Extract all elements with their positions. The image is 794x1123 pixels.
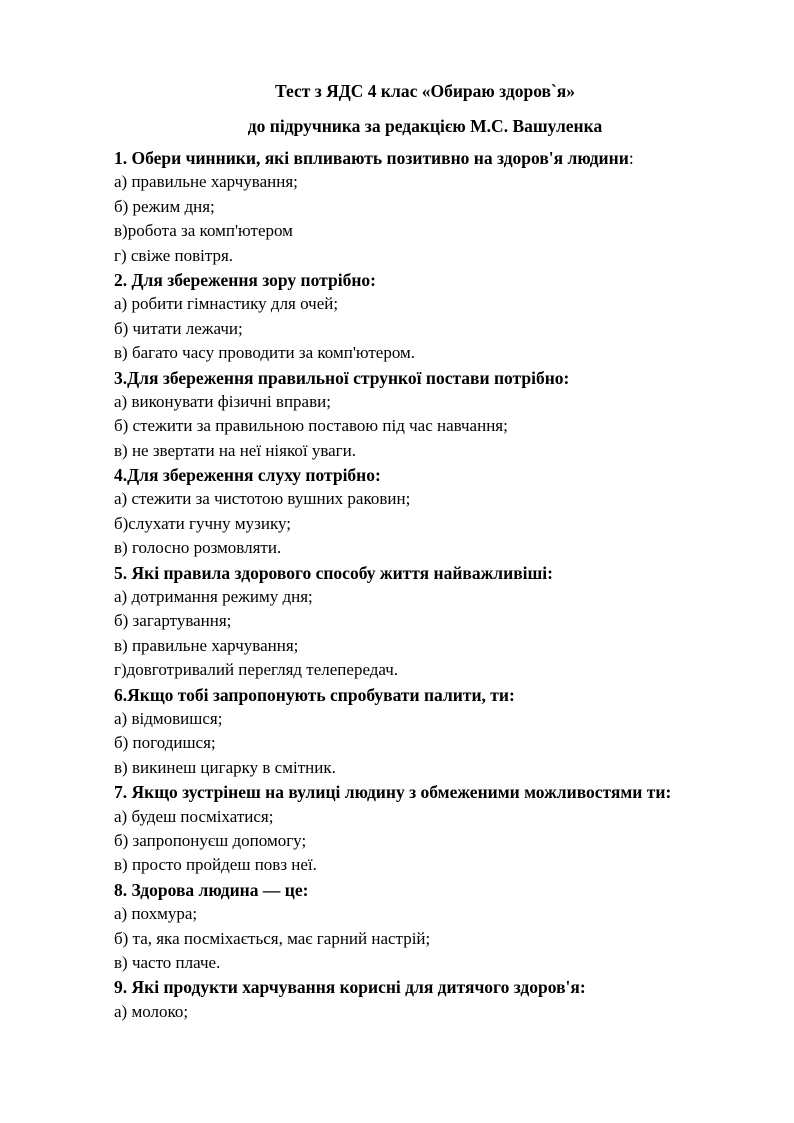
answer-option: а) похмура;	[114, 904, 198, 924]
answer-option: а) виконувати фізичні вправи;	[114, 391, 331, 411]
answer-option: а) правильне харчування;	[114, 172, 298, 192]
answer-option: б) читати лежачи;	[114, 318, 243, 338]
question-text: 8. Здорова людина — це:	[114, 879, 309, 900]
question-3	[114, 366, 754, 390]
answer-option: а) будеш посміхатися;	[114, 806, 274, 826]
question-text: 2. Для збереження зору потрібно:	[114, 269, 376, 290]
question-7	[114, 780, 754, 804]
answer-option: г)довготривалий перегляд телепередач.	[114, 660, 399, 680]
question-text: 4.Для збереження слуху потрібно:	[114, 465, 381, 486]
question-text: 5. Які правила здорового способу життя найважливіші:	[114, 562, 553, 583]
document-subtitle: до підручника за редакцією М.С. Вашуленка	[247, 116, 603, 136]
question-2	[114, 268, 754, 292]
answer-option: в) викинеш цигарку в смітник.	[114, 757, 336, 777]
answer-option: б) стежити за правильною поставою під час навчання;	[114, 416, 508, 436]
question-1	[114, 146, 754, 170]
answer-option: а) робити гімнастику для очей;	[114, 294, 339, 314]
answer-option: а) дотримання режиму дня;	[114, 587, 313, 607]
answer-option: в) багато часу проводити за комп'ютером.	[114, 343, 416, 363]
answer-option: в)робота за комп'ютером	[114, 221, 293, 241]
answer-option: в) не звертати на неї ніякої уваги.	[114, 440, 357, 460]
question-text: 7. Якщо зустрінеш на вулиці людину з обмеженими можливостями ти:	[114, 782, 672, 803]
question-8	[114, 878, 754, 902]
question-suffix: :	[628, 148, 634, 168]
answer-option: б) загартування;	[114, 611, 232, 631]
question-text: 1. Обери чинники, які впливають позитивно на здоров'я людини	[114, 148, 629, 168]
answer-option: б)слухати гучну музику;	[114, 513, 291, 533]
answer-option: в) просто пройдеш повз неї.	[114, 855, 317, 875]
question-5	[114, 561, 754, 585]
answer-option: б) та, яка посміхається, має гарний настрій;	[114, 928, 431, 948]
answer-option: в) голосно розмовляти.	[114, 538, 282, 558]
answer-option: б) режим дня;	[114, 196, 215, 216]
answer-option: б) погодишся;	[114, 733, 216, 753]
answer-option: а) молоко;	[114, 1001, 189, 1021]
questions-list	[114, 146, 754, 1024]
question-9	[114, 975, 754, 999]
question-text: 9. Які продукти харчування корисні для дитячого здоров'я:	[114, 977, 586, 998]
document-title: Тест з ЯДС 4 клас «Обираю здоров`я»	[274, 81, 576, 101]
answer-option: а) стежити за чистотою вушних раковин;	[114, 489, 411, 509]
question-text: 3.Для збереження правильної стрункої постави потрібно:	[114, 367, 570, 388]
question-text: 6.Якщо тобі запропонують спробувати палити, ти:	[114, 684, 515, 705]
question-4	[114, 463, 754, 487]
answer-option: б) запропонуєш допомогу;	[114, 830, 307, 850]
answer-option: в) часто плаче.	[114, 952, 221, 972]
answer-option: в) правильне харчування;	[114, 635, 299, 655]
answer-option: г) свіже повітря.	[114, 245, 234, 265]
question-6	[114, 683, 754, 707]
answer-option: а) відмовишся;	[114, 708, 223, 728]
